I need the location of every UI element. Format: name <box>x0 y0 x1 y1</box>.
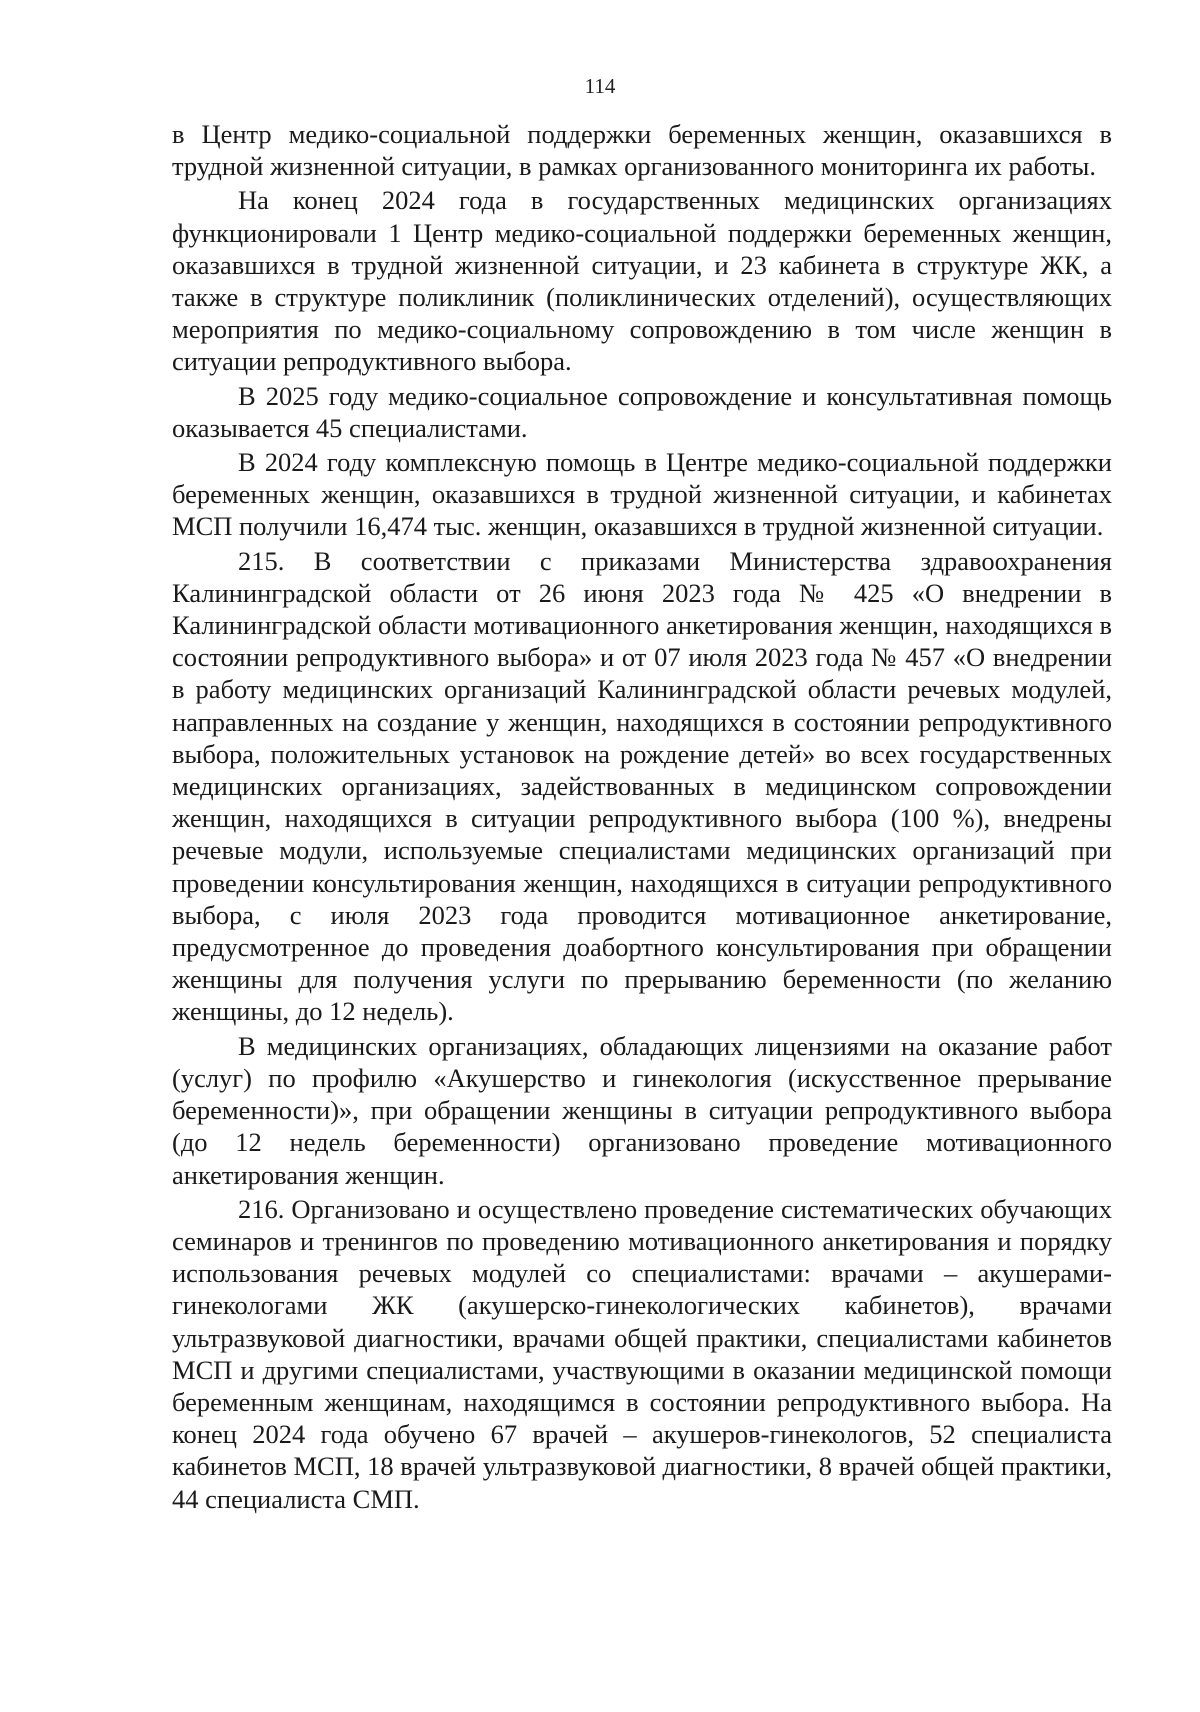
paragraph-centers-count: На конец 2024 года в государственных медицинских организациях функционировали 1 Центр медико-социальной поддержки беременных женщин, оказавшихся в трудной жизненной ситуации, и 23 кабинета в структуре ЖК, а также в структуре поликлиник (поликлинических отделений), осуществляющих мероприятия по медико-социальному сопровождению в том числе женщин в ситуации репродуктивного выбора. <box>172 185 1112 377</box>
paragraph-help-2024: В 2024 году комплексную помощь в Центре медико-социальной поддержки беременных женщин, оказавшихся в трудной жизненной ситуации, и кабинетах МСП получили 16,474 тыс. женщин, оказавшихся в трудной жизненной ситуации. <box>172 447 1112 542</box>
page-number: 114 <box>584 74 616 98</box>
paragraph-continuation: в Центр медико-социальной поддержки беременных женщин, оказавшихся в трудной жизненной ситуации, в рамках организованного мониторинга их работы. <box>172 119 1112 182</box>
paragraph-item-216: 216. Организовано и осуществлено проведение систематических обучающих семинаров и тренингов по проведению мотивационного анкетирования и порядку использования речевых модулей со специалистами: врачами – акушерами-гинекологами ЖК (акушерско-гинекологических кабинетов), врачами ультразвуковой диагностики, врачами общей практики, специалистами кабинетов МСП и другими специалистами, участвующими в оказании медицинской помощи беременным женщинам, находящимся в состоянии репродуктивного выбора. На конец 2024 года обучено 67 врачей – акушеров-гинекологов, 52 специалиста кабинетов МСП, 18 врачей ультразвуковой диагностики, 8 врачей общей практики, 44 специалиста СМП. <box>172 1193 1112 1514</box>
paragraph-licensed-organizations: В медицинских организациях, обладающих лицензиями на оказание работ (услуг) по профилю «Акушерство и гинекология (искусственное прерывание беременности)», при обращении женщины в ситуации репродуктивного выбора (до 12 недель беременности) организовано проведение мотивационного анкетирования женщин. <box>172 1030 1112 1190</box>
document-body <box>172 118 1112 1517</box>
paragraph-item-215: 215. В соответствии с приказами Министерства здравоохранения Калининградской области от 26 июня 2023 года № 425 «О внедрении в Калининградской области мотивационного анкетирования женщин, находящихся в состоянии репродуктивного выбора» и от 07 июля 2023 года № 457 «О внедрении в работу медицинских организаций Калининградской области речевых модулей, направленных на создание у женщин, находящихся в состоянии репродуктивного выбора, положительных установок на рождение детей» во всех государственных медицинских организациях, задействованных в медицинском сопровождении женщин, находящихся в ситуации репродуктивного выбора (100 %), внедрены речевые модули, используемые специалистами медицинских организаций при проведении консультирования женщин, находящихся в ситуации репродуктивного выбора, с июля 2023 года проводится мотивационное анкетирование, предусмотренное до проведения доабортного консультирования при обращении женщины для получения услуги по прерыванию беременности (по желанию женщины, до 12 недель). <box>172 545 1112 1027</box>
paragraph-specialists-2025: В 2025 году медико-социальное сопровождение и консультативная помощь оказывается 45 специалистами. <box>172 380 1112 443</box>
